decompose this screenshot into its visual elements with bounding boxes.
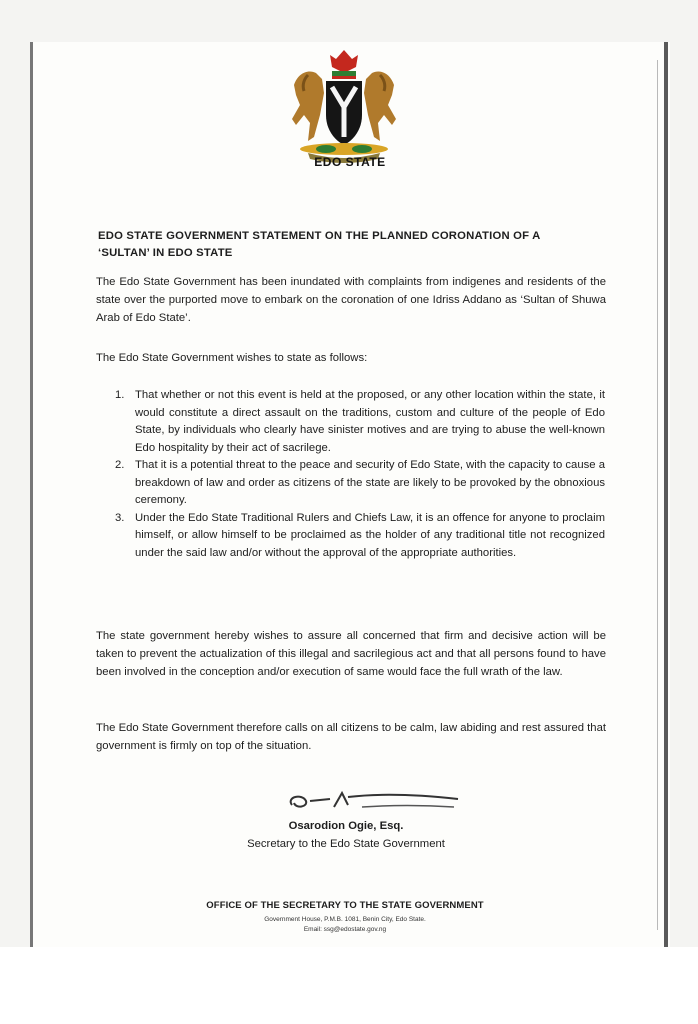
heading-line-2: ‘SULTAN’ IN EDO STATE <box>98 247 233 259</box>
signer-name: Osarodion Ogie, Esq. <box>288 820 404 832</box>
paragraph-complaints: The Edo State Government has been inundated with complaints from indigenes and residents of the state over the purported move to embark on the coronation of one Idriss Addano as ‘Sultan of Shuwa Arab of Edo State’. <box>96 276 606 324</box>
list-item-text: Under the Edo State Traditional Rulers and Chiefs Law, it is an offence for anyone to proclaim himself, or allow himself to be proclaimed as the holder of any traditional title not recognized under the said law and/or without the approval of the appropriate authorities. <box>135 511 605 559</box>
points-list <box>115 387 605 562</box>
list-item <box>115 387 605 457</box>
paragraph-call: The Edo State Government therefore calls on all citizens to be calm, law abiding and rest assured that government is firmly on top of the situation. <box>96 722 606 752</box>
footer-address: Government House, P.M.B. 1081, Benin City, Edo State. <box>264 916 426 923</box>
footer-office: OFFICE OF THE SECRETARY TO THE STATE GOVERNMENT <box>206 900 484 911</box>
coat-of-arms-icon <box>274 45 414 165</box>
list-item <box>115 457 605 510</box>
signer-title: Secretary to the Edo State Government <box>247 838 445 850</box>
list-item-number: 1. <box>115 389 125 401</box>
footer-email: Email: ssg@edostate.gov.ng <box>303 926 387 933</box>
list-item <box>115 510 605 563</box>
paragraph-assurance: The state government hereby wishes to assure all concerned that firm and decisive action will be taken to prevent the actualization of this illegal and sacrilegious act and that all persons found to have been involved in the conception and/or execution of same would face the full wrath of the law. <box>96 630 606 678</box>
handwritten-signature <box>282 787 462 817</box>
list-item-text: That whether or not this event is held at the proposed, or any other location within the state, it would constitute a direct assault on the traditions, custom and culture of the people of Edo State, by individuals who clearly have sinister motives and are trying to abuse the well-known Edo hospitality by their act of sacrilege. <box>135 389 605 454</box>
heading-line-1: EDO STATE GOVERNMENT STATEMENT ON THE PLANNED CORONATION OF A <box>98 230 541 242</box>
page-edge-shadow <box>657 60 658 930</box>
list-item-text: That it is a potential threat to the peace and security of Edo State, with the capacity to cause a breakdown of law and order as citizens of the state are likely to be provoked by the obnoxious ceremony. <box>135 459 605 506</box>
page-edge-left <box>30 42 33 947</box>
bottom-margin <box>0 947 698 1024</box>
list-item-number: 2. <box>115 459 125 471</box>
page-edge-right <box>664 42 668 947</box>
paragraph-intro: The Edo State Government wishes to state as follows: <box>96 352 368 364</box>
statement-heading <box>98 228 608 262</box>
list-item-number: 3. <box>115 511 125 524</box>
state-label: EDO STATE <box>314 155 386 169</box>
